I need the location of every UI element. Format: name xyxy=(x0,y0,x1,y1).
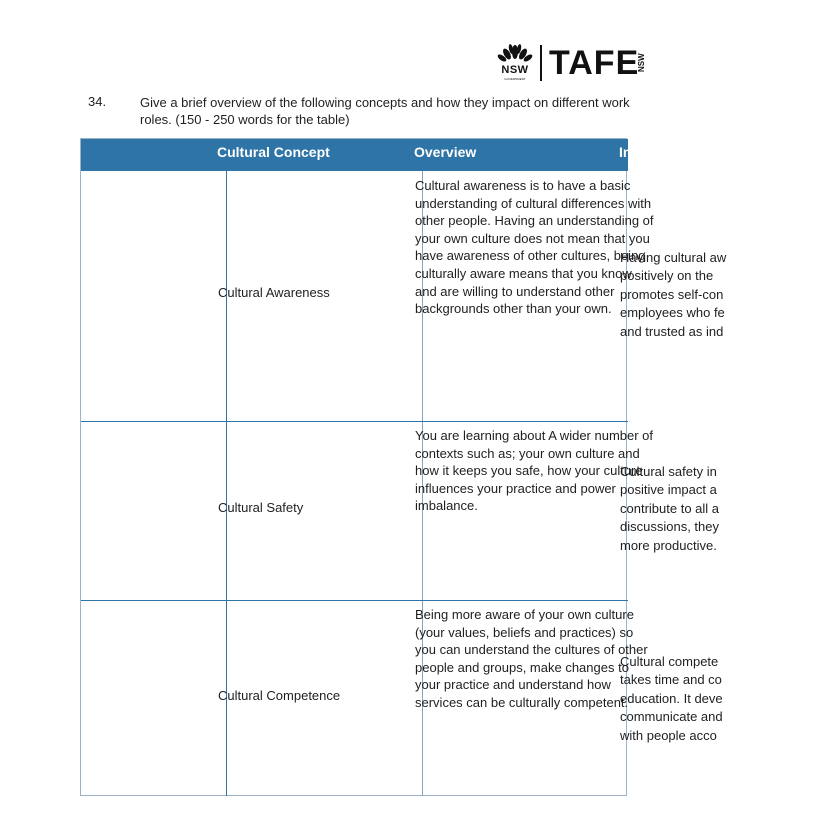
impact-line: promotes self-con xyxy=(620,286,724,302)
concept-cell: Cultural Awareness xyxy=(218,285,330,300)
impact-line: communicate and xyxy=(620,709,723,725)
row-divider xyxy=(81,600,628,601)
logo-divider xyxy=(540,45,542,81)
header-cultural-concept: Cultural Concept xyxy=(217,144,330,160)
impact-cell xyxy=(620,653,820,745)
impact-cell xyxy=(620,463,820,555)
row-divider xyxy=(81,421,628,422)
concept-cell: Cultural Competence xyxy=(218,688,341,703)
impact-line: contribute to all a xyxy=(620,500,720,516)
tafe-nsw-suffix: NSW xyxy=(637,53,646,72)
impact-cell xyxy=(620,249,820,341)
overview-cell: Cultural awareness is to have a basic understanding of cultural differences with other people. Having an understanding of your own culture does not mean that you have awareness of other cultures, being culturally aware means that you know and are willing to understand other backgrounds other than your own. xyxy=(415,178,654,317)
tafe-nsw-logo xyxy=(497,42,657,84)
impact-line: and trusted as ind xyxy=(620,323,724,339)
impact-line: positive impact a xyxy=(620,482,717,498)
overview-cell: You are learning about A wider number of contexts such as; your own culture and how it keeps you safe, how your culture influences your practice and power imbalance. xyxy=(415,428,654,514)
concept-cell: Cultural Safety xyxy=(218,500,304,515)
impact-line: education. It deve xyxy=(620,690,723,706)
table-header-row xyxy=(81,139,632,171)
impact-line: discussions, they xyxy=(620,519,719,535)
header-impact: In xyxy=(619,144,632,160)
impact-line: with people acco xyxy=(620,727,717,743)
impact-line: Having cultural aw xyxy=(620,250,727,265)
impact-line: employees who fe xyxy=(620,305,725,321)
tafe-wordmark: TAFE xyxy=(549,44,640,82)
overview-cell: Being more aware of your own culture (your values, beliefs and practices) so you can understand the cultures of other people and groups, make changes to your practice and understand how services can be culturally competent. xyxy=(415,607,648,710)
impact-line: positively on the xyxy=(620,268,714,284)
impact-line: Cultural safety in xyxy=(620,464,717,479)
nsw-wordmark: NSW xyxy=(501,64,529,76)
question-number: 34. xyxy=(88,94,107,109)
concepts-table xyxy=(80,138,727,796)
waratah-icon xyxy=(497,42,533,82)
impact-line: Cultural compete xyxy=(620,654,719,669)
impact-line: more productive. xyxy=(620,537,717,553)
header-overview: Overview xyxy=(414,144,477,160)
impact-line: takes time and co xyxy=(620,672,722,688)
government-wordmark: GOVERNMENT xyxy=(504,77,526,81)
question-text: Give a brief overview of the following concepts and how they impact on different work roles. (150 - 250 words for the table) xyxy=(140,95,630,127)
